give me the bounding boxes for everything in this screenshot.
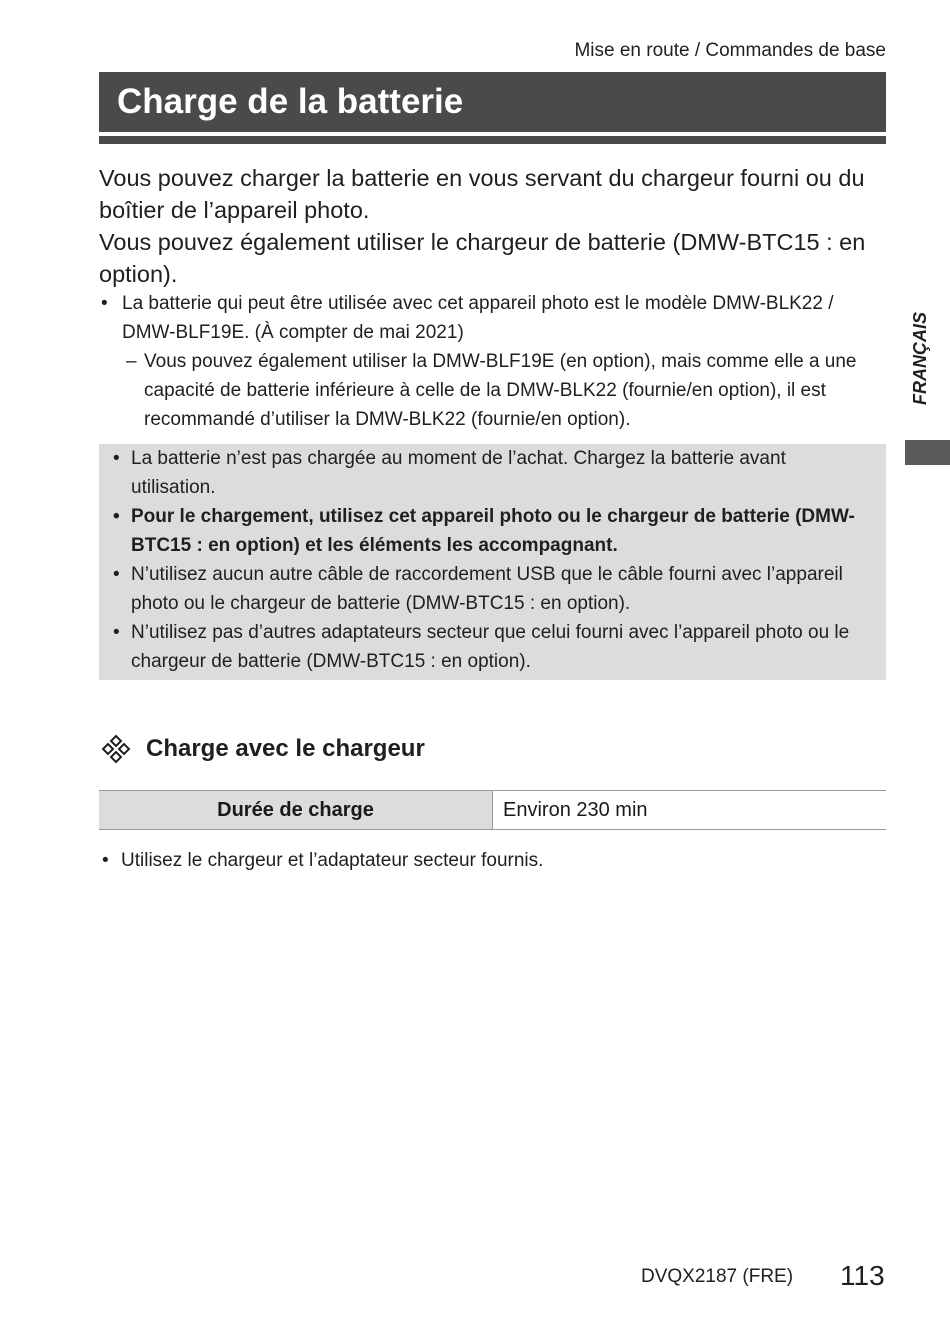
- bullet-glyph: •: [113, 564, 120, 585]
- battery-notes: [99, 289, 889, 434]
- bullet-glyph: •: [113, 506, 120, 527]
- table-label-cell: Durée de charge: [99, 791, 493, 830]
- intro-paragraph: Vous pouvez également utiliser le chargeur de batterie (DMW-BTC15 : en option).: [99, 229, 866, 287]
- page-number: 113: [840, 1260, 885, 1291]
- caution-item: [112, 560, 872, 618]
- bullet-glyph: •: [113, 448, 120, 469]
- document-code: DVQX2187 (FRE): [641, 1266, 794, 1287]
- four-diamonds-icon: [101, 734, 131, 764]
- intro-paragraph: Vous pouvez charger la batterie en vous servant du chargeur fourni ou du boîtier de l’appareil photo.: [99, 165, 865, 223]
- table-row: [99, 791, 886, 830]
- caution-item-text: N’utilisez pas d’autres adaptateurs secteur que celui fourni avec l’appareil photo ou le chargeur de batterie (DMW-BTC15 : en option).: [131, 622, 850, 672]
- note-item-text: La batterie qui peut être utilisée avec cet appareil photo est le modèle DMW-BLK22 / DMW-BLF19E. (À compter de mai 2021): [122, 293, 834, 343]
- bullet-glyph: •: [102, 850, 109, 871]
- note-sub-item-text: Vous pouvez également utiliser la DMW-BLF19E (en option), mais comme elle a une capacité de batterie inférieure à celle de la DMW-BLK22 (fournie/en option), il est recommandé d’utiliser la DMW-BLK22 (fournie/en option).: [144, 351, 857, 430]
- caution-item: [112, 444, 872, 502]
- charger-note-text: Utilisez le chargeur et l’adaptateur secteur fournis.: [121, 850, 544, 871]
- caution-box: [99, 444, 886, 680]
- table-value-cell: Environ 230 min: [493, 791, 887, 830]
- charge-time-table: [99, 790, 886, 830]
- page-title-bar: [99, 72, 886, 132]
- title-underline: [99, 136, 886, 144]
- language-tab-bar: [905, 440, 950, 465]
- note-sub-item: [99, 347, 889, 434]
- section-title: Charge avec le chargeur: [146, 735, 425, 762]
- bullet-glyph: •: [113, 622, 120, 643]
- caution-item-text: N’utilisez aucun autre câble de raccordement USB que le câble fourni avec l’appareil photo ou le chargeur de batterie (DMW-BTC15 : en option).: [131, 564, 843, 614]
- language-tab-label: FRANÇAIS: [910, 312, 930, 405]
- page-title: Charge de la batterie: [117, 82, 464, 121]
- dash-glyph: –: [126, 351, 137, 372]
- caution-item-important: [112, 502, 872, 560]
- charger-note: [99, 847, 543, 875]
- note-item: [99, 289, 889, 347]
- section-heading: [101, 734, 425, 764]
- bullet-glyph: •: [101, 293, 108, 314]
- intro-text: [99, 162, 889, 290]
- caution-item: [112, 618, 872, 676]
- caution-item-text: Pour le chargement, utilisez cet appareil photo ou le chargeur de batterie (DMW-BTC15 : en option) et les éléments les accompagnant.: [131, 506, 855, 556]
- breadcrumb: Mise en route / Commandes de base: [574, 40, 886, 61]
- caution-item-text: La batterie n’est pas chargée au moment de l’achat. Chargez la batterie avant utilisation.: [131, 448, 786, 498]
